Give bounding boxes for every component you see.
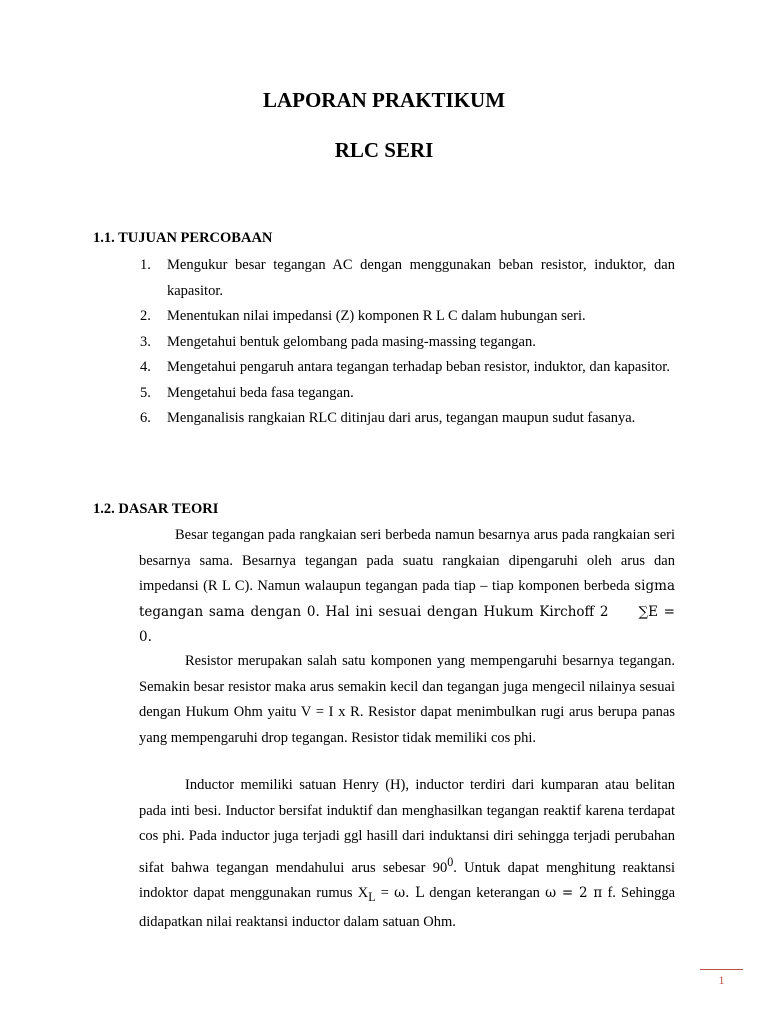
list-item-text: Mengetahui bentuk gelombang pada masing-massing tegangan. [167,333,536,350]
list-item-number: 2. [140,308,151,324]
list-item [140,355,675,381]
list-item-text: Mengetahui pengaruh antara tegangan terhadap beban resistor, induktor, dan kapasitor. [167,359,670,375]
paragraph-series-voltage [139,523,675,651]
paragraph-text: Resistor merupakan salah satu komponen yang mempengaruhi besarnya tegangan. Semakin besar resistor maka arus semakin kecil dan tegangan juga mengecil nilainya sesuai dengan Hukum Ohm yaitu V = I x R. Resistor dapat menimbulkan rugi arus berupa panas yang mempengaruhi drop tegangan. Resistor tidak memiliki cos phi. [139,653,675,746]
list-item [140,253,675,304]
list-item [140,406,675,432]
omega-definition: ω = 2 π [545,884,603,901]
report-title: LAPORAN PRAKTIKUM [262,88,506,112]
list-item-text: Mengetahui beda fasa tegangan. [167,384,354,401]
reactance-subscript: L [368,889,376,904]
paragraph-inductor [139,773,675,936]
list-item-number: 4. [140,359,151,375]
list-item-text: Menentukan nilai impedansi (Z) komponen R L C dalam hubungan seri. [167,308,586,324]
degree-superscript: 0 [447,854,454,869]
paragraph-text: Inductor memiliki satuan Henry (H), inductor terdiri dari kumparan atau belitan pada inti besi. Inductor bersifat induktif dan menghasilkan tegangan reaktif karena terdapat cos phi. Pada inductor juga terjadi ggl hasill dari induktansi diri sehingga terjadi perubahan sifat bahwa tegangan mendahului arus sebesar 90 [139,777,675,876]
list-item-text: Menganalisis rangkaian RLC ditinjau dari arus, tegangan maupun sudut fasanya. [167,410,636,426]
list-item-text: Mengukur besar tegangan AC dengan menggunakan beban resistor, induktor, dan kapasitor. [167,257,675,299]
list-item [140,381,675,407]
list-item-number: 5. [140,384,151,401]
paragraph-text: f. Sehingga didapatkan nilai reaktansi inductor dalam satuan Ohm. [139,884,676,931]
footer-divider [700,969,743,970]
paragraph-text: = [375,884,395,901]
paragraph-math-text: sigma tegangan sama dengan 0. Hal ini sesuai dengan Hukum Kirchoff 2 [139,578,675,620]
section-heading-dasar-teori: 1.2. DASAR TEORI [93,501,219,517]
list-item-number: 6. [140,410,151,426]
paragraph-text: . Untuk dapat menghitung reaktansi indoktor dapat menggunakan rumus X [139,859,675,901]
paragraph-resistor [139,649,675,751]
list-item-number: 1. [140,257,151,273]
kirchhoff-formula: ∑E = 0. [139,603,675,645]
paragraph-text: dengan keterangan [424,884,540,901]
report-subtitle: RLC SERI [334,138,434,162]
objectives-list [140,253,675,432]
section-heading-tujuan: 1.1. TUJUAN PERCOBAAN [93,230,273,246]
list-item [140,330,675,356]
list-item-number: 3. [140,333,151,350]
paragraph-text: Besar tegangan pada rangkaian seri berbeda namun besarnya arus pada rangkaian seri besarnya sama. Besarnya tegangan pada suatu rangkaian dipengaruhi oleh arus dan impedansi (R L C). Namun walaupun tegangan pada tiap – tiap komponen berbeda [139,527,675,594]
page-number: 1 [718,973,725,987]
omega-formula: ω. L [394,884,425,901]
list-item [140,304,675,330]
